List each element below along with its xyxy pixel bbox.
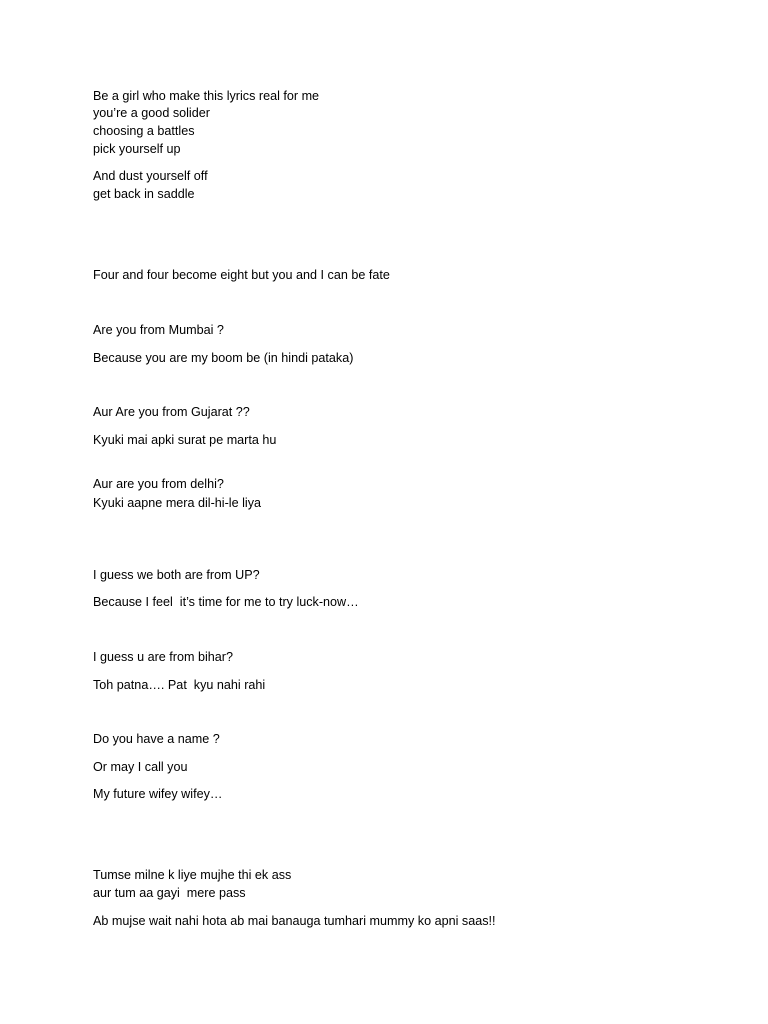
lyric-line: you’re a good solider xyxy=(93,106,210,120)
lyric-line: aur tum aa gayi mere pass xyxy=(93,886,246,900)
lyric-line: get back in saddle xyxy=(93,187,195,201)
lyric-line: Kyuki mai apki surat pe marta hu xyxy=(93,433,277,447)
lyric-line: Because I feel it’s time for me to try luck-now… xyxy=(93,595,359,609)
lyric-line: I guess u are from bihar? xyxy=(93,650,234,664)
lyric-line: Be a girl who make this lyrics real for me xyxy=(93,89,320,103)
lyric-line: Or may I call you xyxy=(93,760,188,774)
lyric-line: My future wifey wifey… xyxy=(93,787,223,801)
lyric-line: Do you have a name ? xyxy=(93,732,220,746)
lyric-line: Tumse milne k liye mujhe thi ek ass xyxy=(93,868,292,882)
lyric-line: Ab mujse wait nahi hota ab mai banauga tumhari mummy ko apni saas!! xyxy=(93,914,496,928)
lyric-line: Aur Are you from Gujarat ?? xyxy=(93,405,250,419)
lyric-line: Toh patna…. Pat kyu nahi rahi xyxy=(93,678,266,692)
lyric-line: Four and four become eight but you and I can be fate xyxy=(93,268,390,282)
lyric-line: Are you from Mumbai ? xyxy=(93,323,224,337)
lyric-line: Because you are my boom be (in hindi pataka) xyxy=(93,351,354,365)
lyric-line: I guess we both are from UP? xyxy=(93,568,260,582)
lyric-line: choosing a battles xyxy=(93,124,195,138)
lyric-line: pick yourself up xyxy=(93,142,181,156)
lyric-line: Aur are you from delhi? xyxy=(93,477,224,491)
lyric-line: And dust yourself off xyxy=(93,169,208,183)
lyric-line: Kyuki aapne mera dil-hi-le liya xyxy=(93,496,261,510)
